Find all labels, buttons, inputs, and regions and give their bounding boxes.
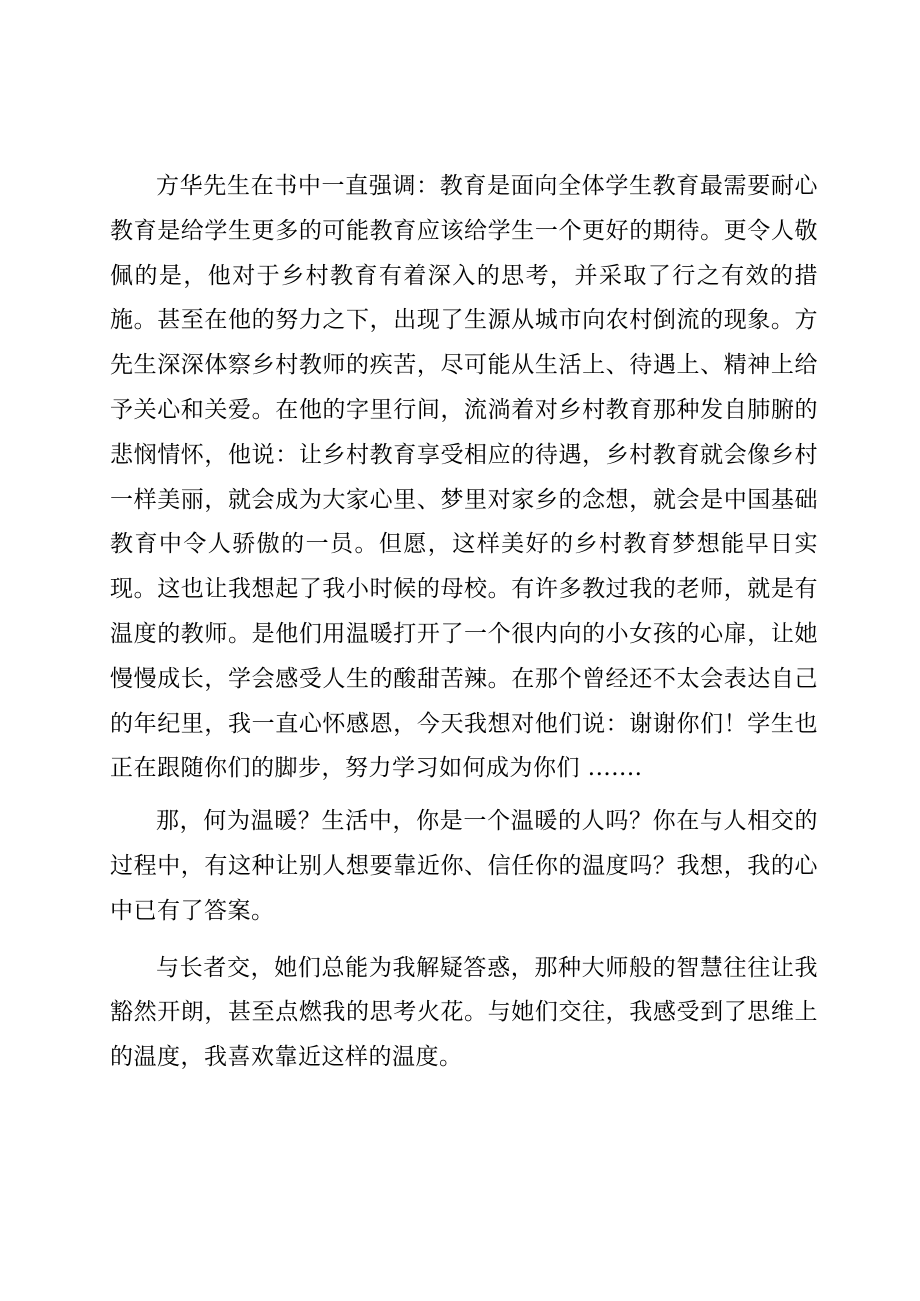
paragraph-1: 方华先生在书中一直强调：教育是面向全体学生教育最需要耐心教育是给学生更多的可能教育应该给学生一个更好的期待。更令人敬佩的是，他对于乡村教育有着深入的思考，并采取了行之有效的措施。甚至在他的努力之下，出现了生源从城市向农村倒流的现象。方先生深深体察乡村教师的疾苦，尽可能从生活上、待遇上、精神上给予关心和关爱。在他的字里行间，流淌着对乡村教育那种发自肺腑的悲悯情怀，他说：让乡村教育享受相应的待遇，乡村教育就会像乡村一样美丽，就会成为大家心里、梦里对家乡的念想，就会是中国基础教育中令人骄傲的一员。但愿，这样美好的乡村教育梦想能早日实现。这也让我想起了我小时候的母校。有许多教过我的老师，就是有温度的教师。是他们用温暖打开了一个很内向的小女孩的心扉，让她慢慢成长，学会感受人生的酸甜苦辣。在那个曾经还不太会表达自己的年纪里，我一直心怀感恩，今天我想对他们说：谢谢你们！学生也正在跟随你们的脚步，努力学习如何成为你们 ....... bbox=[110, 173, 818, 782]
paragraph-2: 那，何为温暖？生活中，你是一个温暖的人吗？你在与人相交的过程中，有这种让别人想要靠近你、信任你的温度吗？我想，我的心中已有了答案。 bbox=[110, 808, 818, 924]
paragraph-3: 与长者交，她们总能为我解疑答惑，那种大师般的智慧往往让我豁然开朗，甚至点燃我的思考火花。与她们交往，我感受到了思维上的温度，我喜欢靠近这样的温度。 bbox=[110, 954, 818, 1071]
document-body bbox=[110, 164, 818, 1080]
